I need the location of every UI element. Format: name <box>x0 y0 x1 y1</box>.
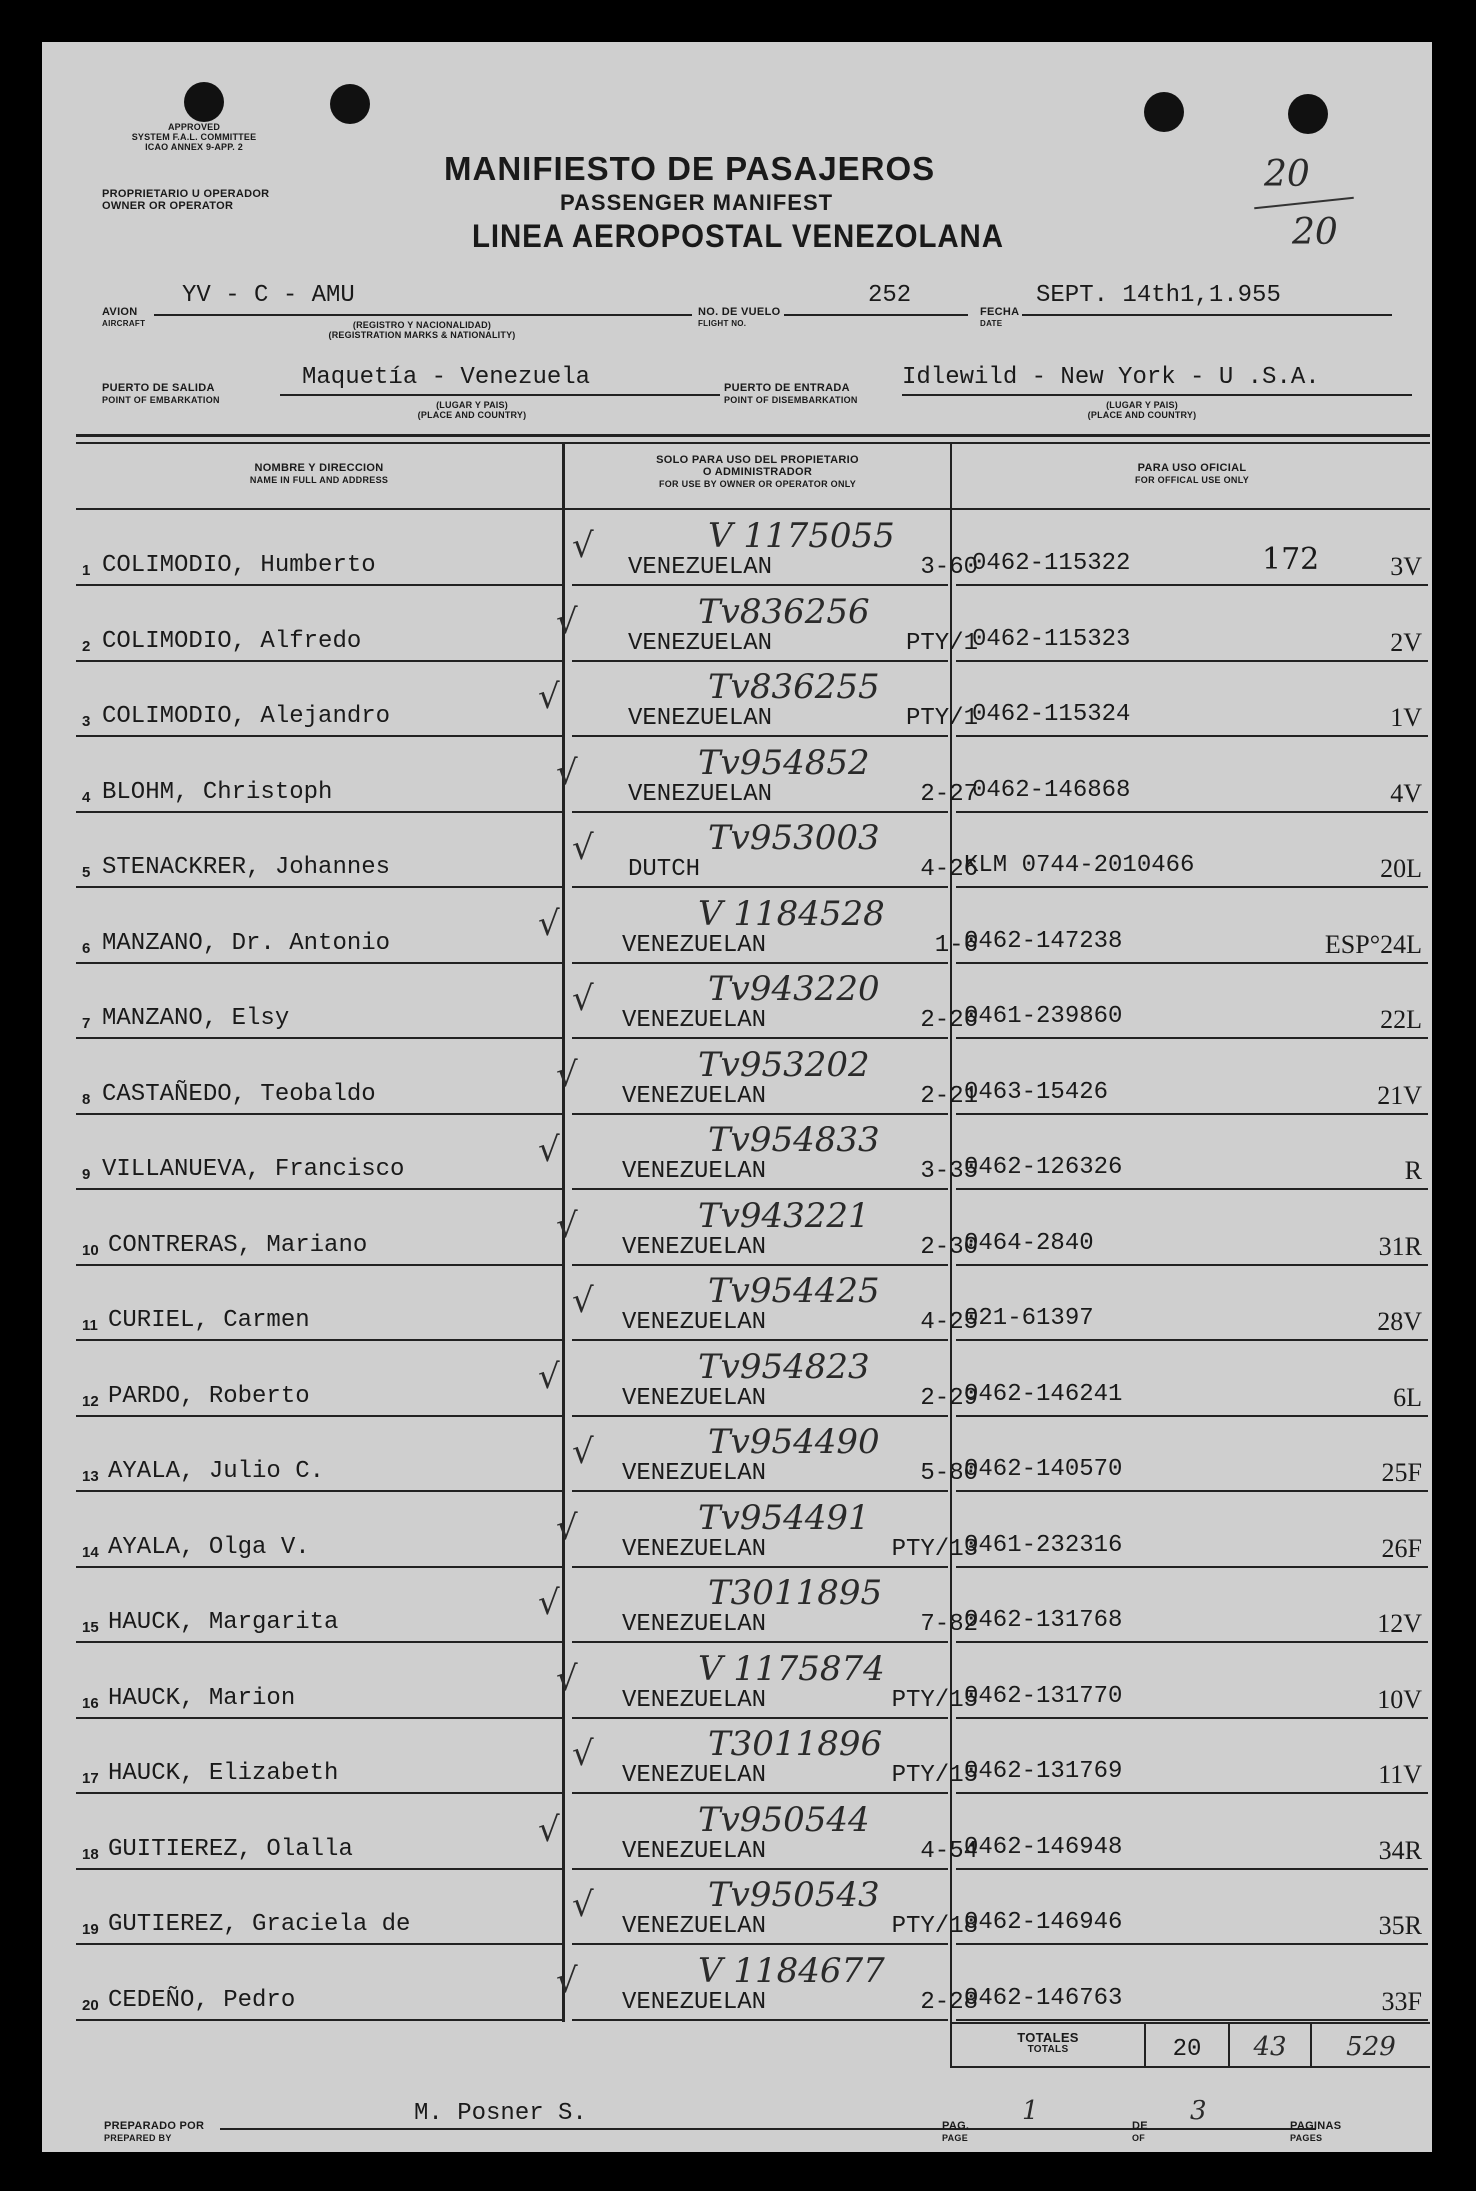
seat-code: 1V <box>1390 703 1422 732</box>
check-mark: √ <box>572 979 594 1019</box>
check-mark: √ <box>556 1960 578 2001</box>
check-mark: √ <box>572 1432 594 1472</box>
passenger-name: GUITIEREZ, Olalla <box>108 1835 353 1863</box>
ticket-number: 0462-146946 <box>964 1909 1123 1936</box>
passenger-name: MANZANO, Dr. Antonio <box>102 929 391 957</box>
owner-label: PROPRIETARIO U OPERADOR OWNER OR OPERATOR <box>102 188 270 212</box>
row-number: 14 <box>82 1543 99 1561</box>
passenger-name: GUTIEREZ, Graciela de <box>108 1911 411 1938</box>
aircraft-value: YV - C - AMU <box>182 282 355 309</box>
seat-code: 10V <box>1377 1684 1422 1714</box>
passport-number: Tv943220 <box>708 969 880 1009</box>
ticket-number: 0462-115324 <box>972 701 1131 728</box>
corner-mark-bottom: 20 <box>1292 212 1338 253</box>
nationality: VENEZUELAN <box>622 931 767 959</box>
row-number: 16 <box>82 1694 99 1712</box>
row-number: 6 <box>82 939 91 957</box>
table-row <box>76 1567 1432 1643</box>
travel-code: 1-6 <box>934 931 978 959</box>
table-top-rule-1 <box>76 434 1430 437</box>
travel-code: PTY/13 <box>891 1535 978 1563</box>
ticket-number: 0462-146241 <box>964 1380 1123 1408</box>
travel-code: 2-30 <box>920 1233 978 1261</box>
passport-number: Tv954490 <box>708 1422 880 1462</box>
ticket-number: 0464-2840 <box>964 1229 1094 1257</box>
passport-number: Tv836256 <box>698 591 870 632</box>
punch-hole-right-2 <box>1288 94 1328 134</box>
table-row <box>76 510 1432 586</box>
seat-code: 33F <box>1381 1986 1422 2016</box>
travel-code: 3-60 <box>920 554 978 581</box>
airline-name: LINEA AEROPOSTAL VENEZOLANA <box>472 218 1004 254</box>
nationality: VENEZUELAN <box>628 554 773 581</box>
passenger-name: AYALA, Julio C. <box>108 1458 325 1485</box>
row-number: 3 <box>82 713 91 730</box>
check-mark: √ <box>556 1507 578 1548</box>
approval-stamp: APPROVED SYSTEM F.A.L. COMMITTEE ICAO ANNEX 9-APP. 2 <box>131 122 257 152</box>
table-row <box>76 661 1432 737</box>
check-mark: √ <box>538 1583 560 1623</box>
passport-number: Tv954425 <box>708 1271 880 1311</box>
seat-code: 25F <box>1381 1458 1422 1487</box>
table-row <box>76 1039 1432 1115</box>
ticket-number: 0462-115322 <box>972 550 1131 577</box>
page-value: 1 <box>1022 2096 1039 2126</box>
title-en: PASSENGER MANIFEST <box>560 190 834 215</box>
nationality: DUTCH <box>628 856 701 883</box>
row-number: 4 <box>82 788 91 806</box>
embark-value: Maquetía - Venezuela <box>302 364 591 391</box>
prepared-label: PREPARADO POR PREPARED BY <box>104 2120 205 2143</box>
row-number: 20 <box>82 1996 99 2014</box>
passport-number: T3011896 <box>708 1724 883 1764</box>
punch-hole-left-2 <box>330 84 370 124</box>
passenger-name: BLOHM, Christoph <box>102 778 333 806</box>
seat-code: R <box>1404 1156 1422 1185</box>
nationality: VENEZUELAN <box>622 1460 767 1487</box>
check-mark: √ <box>556 752 578 793</box>
nationality: VENEZUELAN <box>622 1913 767 1940</box>
row-number: 17 <box>82 1770 99 1787</box>
passport-number: Tv954833 <box>708 1120 880 1160</box>
table-row <box>76 1416 1432 1492</box>
passport-number: Tv950543 <box>708 1875 880 1915</box>
row-number: 11 <box>82 1317 98 1334</box>
ticket-number: 0462-146868 <box>972 776 1131 804</box>
table-row <box>76 1190 1432 1266</box>
row-number: 7 <box>82 1015 91 1032</box>
nationality: VENEZUELAN <box>622 1384 767 1412</box>
row-number: 19 <box>82 1921 99 1938</box>
totals-bottom-rule <box>950 2066 1430 2068</box>
table-row <box>76 963 1432 1039</box>
passenger-name: HAUCK, Margarita <box>108 1609 339 1636</box>
passenger-name: CASTAÑEDO, Teobaldo <box>102 1080 376 1108</box>
check-mark: √ <box>538 1130 560 1170</box>
disembark-label: PUERTO DE ENTRADA POINT OF DISEMBARKATION <box>724 382 858 405</box>
passport-number: V 1175055 <box>708 516 895 556</box>
check-mark: √ <box>572 526 594 566</box>
totals-value-1: 20 <box>1172 2036 1202 2063</box>
ticket-number: 0462-147238 <box>964 927 1123 955</box>
nationality: VENEZUELAN <box>622 1762 767 1789</box>
check-mark: √ <box>538 1356 560 1397</box>
table-top-rule-2 <box>76 442 1430 444</box>
passenger-name: PARDO, Roberto <box>108 1382 310 1410</box>
check-mark: √ <box>538 903 560 944</box>
check-mark: √ <box>538 1809 560 1850</box>
totals-value-3: 529 <box>1346 2032 1396 2062</box>
flight-value: 252 <box>868 282 912 309</box>
table-row <box>76 737 1432 813</box>
seat-code: 35R <box>1378 1911 1422 1940</box>
passport-number: Tv943221 <box>698 1195 870 1236</box>
passenger-name: HAUCK, Marion <box>108 1684 296 1712</box>
check-mark: √ <box>572 828 594 868</box>
ticket-number: 0462-131768 <box>964 1607 1123 1634</box>
travel-code: PTY/15 <box>891 1686 978 1714</box>
seat-code: 2V <box>1390 627 1422 657</box>
ticket-number: 0462-140570 <box>964 1456 1123 1483</box>
official-note: 172 <box>1262 542 1320 577</box>
embark-sub: (LUGAR Y PAIS) (PLACE AND COUNTRY) <box>417 400 527 420</box>
passenger-name: CONTRERAS, Mariano <box>108 1231 368 1259</box>
seat-code: 31R <box>1378 1231 1422 1261</box>
seat-code: 20L <box>1380 854 1422 883</box>
pages-label: PAGINAS PAGES <box>1290 2120 1342 2143</box>
prepared-underline <box>220 2128 980 2130</box>
passport-number: V 1184677 <box>698 1950 885 1991</box>
flight-underline <box>784 314 968 316</box>
travel-code: 2-26 <box>920 1007 978 1034</box>
seat-code: ESP°24L <box>1324 929 1422 959</box>
ticket-number: 0462-131769 <box>964 1758 1123 1785</box>
row-number: 18 <box>82 1845 99 1863</box>
aircraft-underline <box>154 314 692 316</box>
passport-number: Tv953003 <box>708 818 880 858</box>
punch-hole-left-1 <box>184 82 224 122</box>
seat-code: 4V <box>1390 778 1422 808</box>
check-mark: √ <box>572 1281 594 1321</box>
passenger-name: AYALA, Olga V. <box>108 1533 310 1561</box>
ticket-number: 021-61397 <box>964 1305 1094 1332</box>
check-mark: √ <box>556 601 578 642</box>
travel-code: PTY/18 <box>891 1913 978 1940</box>
aircraft-sub: (REGISTRO Y NACIONALIDAD) (REGISTRATION MARKS & NATIONALITY) <box>328 320 516 340</box>
nationality: VENEZUELAN <box>622 1082 767 1110</box>
ticket-number: 0462-146763 <box>964 1984 1123 2012</box>
passport-number: Tv954823 <box>698 1346 870 1387</box>
table-row <box>76 1492 1432 1568</box>
nationality: VENEZUELAN <box>622 1686 767 1714</box>
date-label: FECHA DATE <box>980 306 1020 328</box>
travel-code: 7-82 <box>920 1611 978 1638</box>
page-underline <box>980 2128 1316 2130</box>
table-row <box>76 1643 1432 1719</box>
table-row <box>76 888 1432 964</box>
seat-code: 11V <box>1378 1760 1422 1789</box>
page-label: PAG. PAGE <box>942 2120 970 2143</box>
nationality: VENEZUELAN <box>622 1233 767 1261</box>
totals-value-2: 43 <box>1253 2032 1287 2062</box>
row-number: 5 <box>82 864 91 881</box>
passenger-name: HAUCK, Elizabeth <box>108 1760 339 1787</box>
travel-code: 2-29 <box>920 1384 978 1412</box>
ticket-number: 0462-115323 <box>972 625 1131 653</box>
row-rule-owner <box>572 2019 948 2021</box>
nationality: VENEZUELAN <box>622 1535 767 1563</box>
row-number: 8 <box>82 1090 91 1108</box>
passport-number: T3011895 <box>708 1573 883 1613</box>
travel-code: 3-35 <box>920 1158 978 1185</box>
travel-code: PTY/15 <box>891 1762 978 1789</box>
corner-mark-rule <box>1254 197 1354 209</box>
totals-top-rule <box>950 2022 1430 2024</box>
passenger-name: VILLANUEVA, Francisco <box>102 1156 405 1183</box>
punch-hole-right-1 <box>1144 92 1184 132</box>
disembark-underline <box>902 394 1412 396</box>
row-number: 1 <box>82 562 91 579</box>
check-mark: √ <box>556 1205 578 1246</box>
passenger-name: CEDEÑO, Pedro <box>108 1986 296 2014</box>
check-mark: √ <box>538 677 560 717</box>
travel-code: 4-26 <box>920 856 978 883</box>
seat-code: 34R <box>1378 1835 1422 1865</box>
travel-code: 5-80 <box>920 1460 978 1487</box>
col-header-name: NOMBRE Y DIRECCION NAME IN FULL AND ADDRESS <box>249 462 389 485</box>
row-number: 2 <box>82 637 91 655</box>
totals-label: TOTALES TOTALS <box>1017 2030 1079 2055</box>
nationality: VENEZUELAN <box>622 1611 767 1638</box>
passenger-name: MANZANO, Elsy <box>102 1005 290 1032</box>
travel-code: 4-54 <box>920 1837 978 1865</box>
travel-code: PTY/1 <box>905 629 978 657</box>
check-mark: √ <box>572 1734 594 1774</box>
passport-number: V 1175874 <box>698 1648 885 1689</box>
passenger-name: COLIMODIO, Alfredo <box>102 627 362 655</box>
passport-number: V 1184528 <box>698 893 885 934</box>
table-row <box>76 1718 1432 1794</box>
table-row <box>76 812 1432 888</box>
row-rule-official <box>956 2019 1428 2021</box>
table-row <box>76 1265 1432 1341</box>
nationality: VENEZUELAN <box>622 1837 767 1865</box>
seat-code: 28V <box>1377 1307 1422 1336</box>
row-rule-name <box>76 2019 562 2021</box>
prepared-value: M. Posner S. <box>414 2100 587 2127</box>
nationality: VENEZUELAN <box>622 1158 767 1185</box>
seat-code: 12V <box>1377 1609 1422 1638</box>
embark-label: PUERTO DE SALIDA POINT OF EMBARKATION <box>102 382 220 405</box>
check-mark: √ <box>556 1054 578 1095</box>
travel-code: PTY/1 <box>905 705 978 732</box>
ticket-number: 0462-146948 <box>964 1833 1123 1861</box>
page-of-label: DE OF <box>1132 2120 1148 2143</box>
flight-label: NO. DE VUELO FLIGHT NO. <box>698 306 781 328</box>
corner-mark-top: 20 <box>1264 154 1310 195</box>
row-number: 10 <box>82 1241 99 1259</box>
nationality: VENEZUELAN <box>628 705 773 732</box>
nationality: VENEZUELAN <box>622 1309 767 1336</box>
passenger-name: STENACKRER, Johannes <box>102 854 391 881</box>
passport-number: Tv950544 <box>698 1799 870 1840</box>
aircraft-label: AVION AIRCRAFT <box>102 306 146 328</box>
page-total: 3 <box>1190 2096 1207 2126</box>
passenger-name: COLIMODIO, Alejandro <box>102 703 391 730</box>
ticket-number: 0461-239860 <box>964 1003 1123 1030</box>
date-underline <box>1022 314 1392 316</box>
row-number: 12 <box>82 1392 99 1410</box>
travel-code: 2-21 <box>920 1082 978 1110</box>
passenger-name: COLIMODIO, Humberto <box>102 552 376 579</box>
col-header-official: PARA USO OFICIAL FOR OFFICAL USE ONLY <box>1134 462 1249 485</box>
seat-code: 21V <box>1377 1080 1422 1110</box>
passenger-name: CURIEL, Carmen <box>108 1307 310 1334</box>
passport-number: Tv953202 <box>698 1044 870 1085</box>
disembark-sub: (LUGAR Y PAIS) (PLACE AND COUNTRY) <box>1087 400 1197 420</box>
check-mark: √ <box>556 1658 578 1699</box>
seat-code: 3V <box>1390 552 1422 581</box>
table-row <box>76 1341 1432 1417</box>
nationality: VENEZUELAN <box>622 1007 767 1034</box>
date-value: SEPT. 14th1,1.955 <box>1036 282 1281 309</box>
table-row <box>76 1869 1432 1945</box>
ticket-number: KLM 0744-2010466 <box>964 852 1195 879</box>
passport-number: Tv954852 <box>698 742 870 783</box>
travel-code: 2-27 <box>920 780 978 808</box>
passport-number: Tv954491 <box>698 1497 870 1538</box>
disembark-value: Idlewild - New York - U .S.A. <box>902 364 1320 391</box>
manifest-sheet <box>42 42 1432 2152</box>
table-row <box>76 586 1432 662</box>
col-header-owner: SOLO PARA USO DEL PROPIETARIO O ADMINISTRADOR FOR USE BY OWNER OR OPERATOR ONLY <box>656 454 859 489</box>
passport-number: Tv836255 <box>708 667 880 707</box>
travel-code: 4-25 <box>920 1309 978 1336</box>
table-row <box>76 1114 1432 1190</box>
nationality: VENEZUELAN <box>628 629 773 657</box>
seat-code: 22L <box>1380 1005 1422 1034</box>
row-number: 9 <box>82 1166 91 1183</box>
table-row <box>76 1794 1432 1870</box>
travel-code: 2-28 <box>920 1988 978 2016</box>
embark-underline <box>280 394 720 396</box>
nationality: VENEZUELAN <box>622 1988 767 2016</box>
seat-code: 6L <box>1393 1382 1422 1412</box>
check-mark: √ <box>572 1885 594 1925</box>
nationality: VENEZUELAN <box>628 780 773 808</box>
seat-code: 26F <box>1381 1533 1422 1563</box>
row-number: 13 <box>82 1468 99 1485</box>
table-row <box>76 1945 1432 2021</box>
title-es: MANIFIESTO DE PASAJEROS <box>444 150 936 187</box>
ticket-number: 0461-232316 <box>964 1531 1123 1559</box>
ticket-number: 0462-126326 <box>964 1154 1123 1181</box>
row-number: 15 <box>82 1619 99 1636</box>
ticket-number: 0462-131770 <box>964 1682 1123 1710</box>
ticket-number: 0463-15426 <box>964 1078 1109 1106</box>
